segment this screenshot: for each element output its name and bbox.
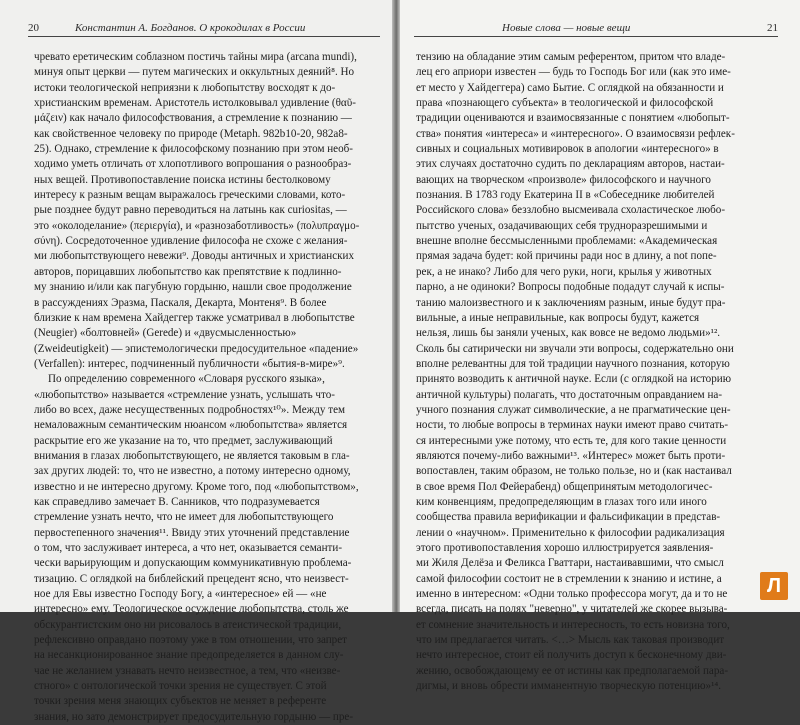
text-line: стремление узнать нечто, что не имеет для любопытствующего	[34, 511, 334, 524]
text-line: чревато еретическим соблазном постичь тайны мира (arcana mundi),	[34, 51, 357, 63]
text-line: зах других людей: то, что не известно, а потому интересно одному,	[34, 465, 351, 478]
text-line: ет место у Хайдеггера) само Бытие. С оглядкой на обязанности и	[416, 81, 724, 94]
text-line: традиции оцениваются и взаимосвязанные с понятием «любопыт-	[416, 112, 730, 125]
text-line: Сколь бы сатирически ни звучали эти вопросы, содержательно они	[416, 342, 734, 355]
text-line: самой философии состоит не в стремлении к знанию и истине, а	[416, 572, 722, 585]
text-line: интересно» ему. Теологическое осуждение любопытства, столь же	[34, 603, 349, 616]
book-gutter	[392, 0, 400, 612]
text-line: танию малоизвестного и к заключениям разным, иные будут пра-	[416, 296, 726, 309]
text-line: тизацию. С оглядкой на библейский прецедент ясно, что неизвест-	[34, 572, 349, 585]
text-line: (Neugier) «болтовней» (Gerede) и «двусмысленностью»	[34, 327, 297, 340]
text-line: ми любопытствующего невежи⁹. Доводы античных и христианских	[34, 250, 355, 263]
text-line: σύνη). Сосредоточенное удивление философа не схоже с желания-	[34, 235, 348, 248]
text-line: жению, освобождающему ее от истины как предполагаемой пара-	[416, 664, 729, 677]
text-line: как справедливо замечает В. Санников, что подразумевается	[34, 495, 320, 508]
text-line: 25). Однако, стремление к философскому познанию при этом необ-	[34, 143, 353, 156]
right-page	[400, 0, 800, 693]
text-line: интересу к разным вещам выражалось греческими словами, кото-	[34, 189, 346, 202]
text-line: ми Жиля Делёза и Феликса Гваттари, настаивавшими, что смысл	[416, 557, 724, 570]
text-line: немаловажным семантическим нюансом «любопытства» является	[34, 419, 348, 432]
text-line: вильные, а иные неправильные, как вопросы будут, кажется	[416, 311, 700, 324]
text-line: (Verfallen): интерес, подчиненный публичности «бытия-в-мире»⁹.	[34, 357, 345, 370]
text-line: именно в интересном: «Одни только профессора могут, да и то не	[416, 588, 728, 601]
left-page	[0, 0, 392, 723]
text-line: вопоставлен, таким образом, не только пользе, но и (как настаивал	[416, 465, 732, 478]
text-line: на несанкционированное знание предопределяется в данном слу-	[34, 649, 344, 662]
text-line: сивных и социальных мотивировок в апологии «интересного» в	[416, 143, 719, 156]
watermark-logo-letter: Л	[766, 575, 782, 597]
text-line: рые позднее будут равно переводиться на латынь как curiositas, —	[34, 204, 347, 217]
text-line: внимания в глазах любопытствующего, не является таковым в гла-	[34, 449, 350, 462]
text-line: Российского слова» беззлобно высмеивала схоластическое любо-	[416, 204, 726, 217]
text-line: о том, что заслуживает интереса, а что нет, оказывается семанти-	[34, 542, 343, 554]
text-line: По определению современного «Словаря русского языка»,	[48, 373, 325, 386]
text-line: как свойственное человеку по природе (Metaph. 982b10-20, 982a8-	[34, 127, 348, 140]
text-line: ся интересными уже потому, что есть те, для кого такие ценности	[416, 434, 727, 447]
text-line: знания, но зато демонстрирует предосудительную гордыню — пре-	[34, 710, 354, 723]
text-line: античной культуры) полагать, что достаточным оправданием на-	[416, 388, 723, 401]
text-line: что им предлагается читать. <…> Мысль как таковая производит	[416, 634, 725, 647]
text-line: либо во всех, даже несущественных подробностях¹⁰». Между тем	[34, 403, 346, 416]
text-line: чае не желанием узнавать нечто неизвестное, а тем, что «неизве-	[34, 664, 341, 677]
text-line: ности, то любые вопросы в терминах науки имеют право считать-	[416, 419, 729, 432]
text-line: минуя опыт церкви — путем магических и оккультных деяний⁸. Но	[34, 66, 355, 79]
text-line: авторов, порицавших любопытство как препятствие к подлинно-	[34, 265, 342, 278]
text-line: этого противопоставления хорошо иллюстрируется заявления-	[416, 542, 714, 554]
text-line: принято возводить к античной науке. Если (с оглядкой на историю	[416, 373, 731, 386]
watermark-logo-icon	[760, 572, 788, 600]
text-line: му знанию и/или как пагубную гордыню, нашли свое продолжение	[34, 281, 352, 294]
text-line: рек, а не инако? Либо для чего руки, ноги, крылья у животных	[416, 265, 712, 278]
text-line: нельзя, лишь бы заняли ученых, как вовсе не ведомо людьми»¹².	[416, 327, 721, 340]
page-number: 20	[28, 22, 39, 34]
text-line: чески варьирующим и допускающим коммуникативную проблема-	[34, 557, 352, 570]
text-line: точки зрения меня знающих субъектов не меняет в референте	[34, 695, 327, 708]
text-line: этих случаях достаточно судить по декларациям авторов, настаи-	[416, 158, 725, 171]
text-line: «любопытство» называется «стремление узнать, услышать что-	[34, 388, 335, 401]
text-line: стного» с онтологической точки зрения не существует. С этой	[34, 680, 327, 693]
text-line: парно, а не одиноки? Вопросы подобные подадут случай к испы-	[416, 281, 725, 294]
text-line: лец его априори известен — будь то Господь Бог или (как это име-	[416, 66, 731, 79]
text-line: в свое время Пол Фейерабенд) общепринятым методологичес-	[416, 480, 713, 493]
text-line: учного познания служат символические, а не прагматические цен-	[416, 403, 731, 416]
right-page-body-text	[416, 50, 778, 694]
text-line: ное для Евы известно Господу Богу, а «интересное» ей — «не	[34, 588, 327, 601]
text-line: права «познающего субъекта» в теологической и философской	[416, 97, 714, 110]
text-line: близкие к нам времена Хайдеггер также усматривал в любопытстве	[34, 311, 355, 324]
text-line: пытство ученых, озадачивающих себя трудноразрешимыми и	[416, 219, 708, 232]
text-line: ходимо уметь отличать от хлопотливого вопрошания о разнообраз-	[34, 158, 352, 171]
text-line: раскрытие его же указание на то, что предмет, заслуживающий	[34, 434, 333, 447]
text-line: прямая задача будет: кой причины ради нос в длину, а not попе-	[416, 250, 717, 263]
text-line: всегда, писать на полях "неверно", у читателей же скорее вызыва-	[416, 603, 728, 616]
text-line: дигмы, и вновь обрести имманентную творческую потенцию»¹⁴.	[416, 680, 722, 693]
text-line: являются почему-либо важными¹³. «Интерес» может быть проти-	[416, 449, 726, 462]
left-page-body-text	[34, 50, 380, 725]
text-line: внешне вполне бессмысленными проблемами: «Академическая	[416, 235, 718, 248]
text-line: ет сомнение значительность и интересность, то есть новизна того,	[416, 618, 730, 631]
text-line: ных вещей. Противопоставление поиска истины бестолковому	[34, 173, 331, 186]
left-page-header	[28, 22, 380, 37]
text-line: в рассуждениях Эразма, Паскаля, Декарта, Монтеня⁹. В более	[34, 296, 327, 309]
text-line: тензию на обладание этим самым референтом, притом что владе-	[416, 51, 726, 63]
running-title: Новые слова — новые вещи	[502, 22, 631, 34]
text-line: вполне релевантны для той традиции научного познания, которую	[416, 357, 730, 370]
text-line: (Zweideutigkeit) — эпистемологически предосудительное «падение»	[34, 342, 359, 355]
page-number: 21	[767, 22, 778, 34]
text-line: нечто интересное, стоит ей получить доступ к бесконечному дви-	[416, 649, 727, 662]
running-title: Константин А. Богданов. О крокодилах в России	[75, 22, 306, 34]
text-line: ким конвенциям, предопределяющим в глазах того или иного	[416, 495, 707, 508]
text-line: известно и не интересно другому. Кроме того, под «любопытством»,	[34, 480, 359, 493]
text-line: обскурантистским оно ни рисовалось в атеистической традиции,	[34, 618, 342, 631]
text-line: истоки теологической неприязни к любопытству восходят к до-	[34, 81, 336, 94]
text-line: рефлексивно оправдано поэтому уже в том отношении, что запрет	[34, 634, 347, 647]
text-line: первостепенного значения¹¹. Ввиду этих уточнений представление	[34, 526, 350, 539]
text-line: сообщества правила верификации и фальсификации в представ-	[416, 511, 721, 524]
text-line: христианским временам. Аристотель истолковывал удивление (θαῦ-	[34, 97, 356, 110]
text-line: вающих на творческом «произволе» философского и научного	[416, 173, 711, 186]
text-line: познания. В 1783 году Екатерина II в «Собеседнике любителей	[416, 189, 715, 202]
text-line: лении о «научном». Применительно к философии радикализация	[416, 526, 725, 539]
right-page-header	[414, 22, 778, 37]
text-line: μάζειν) как начало философствования, а стремление к познанию —	[34, 112, 352, 125]
text-line: это «околоделание» (περιεργία), и «разнозаботливость» (πολυπραγμο-	[34, 219, 360, 232]
text-line: ства» понятия «интереса» и «интересного». О взаимосвязи рефлек-	[416, 127, 735, 140]
